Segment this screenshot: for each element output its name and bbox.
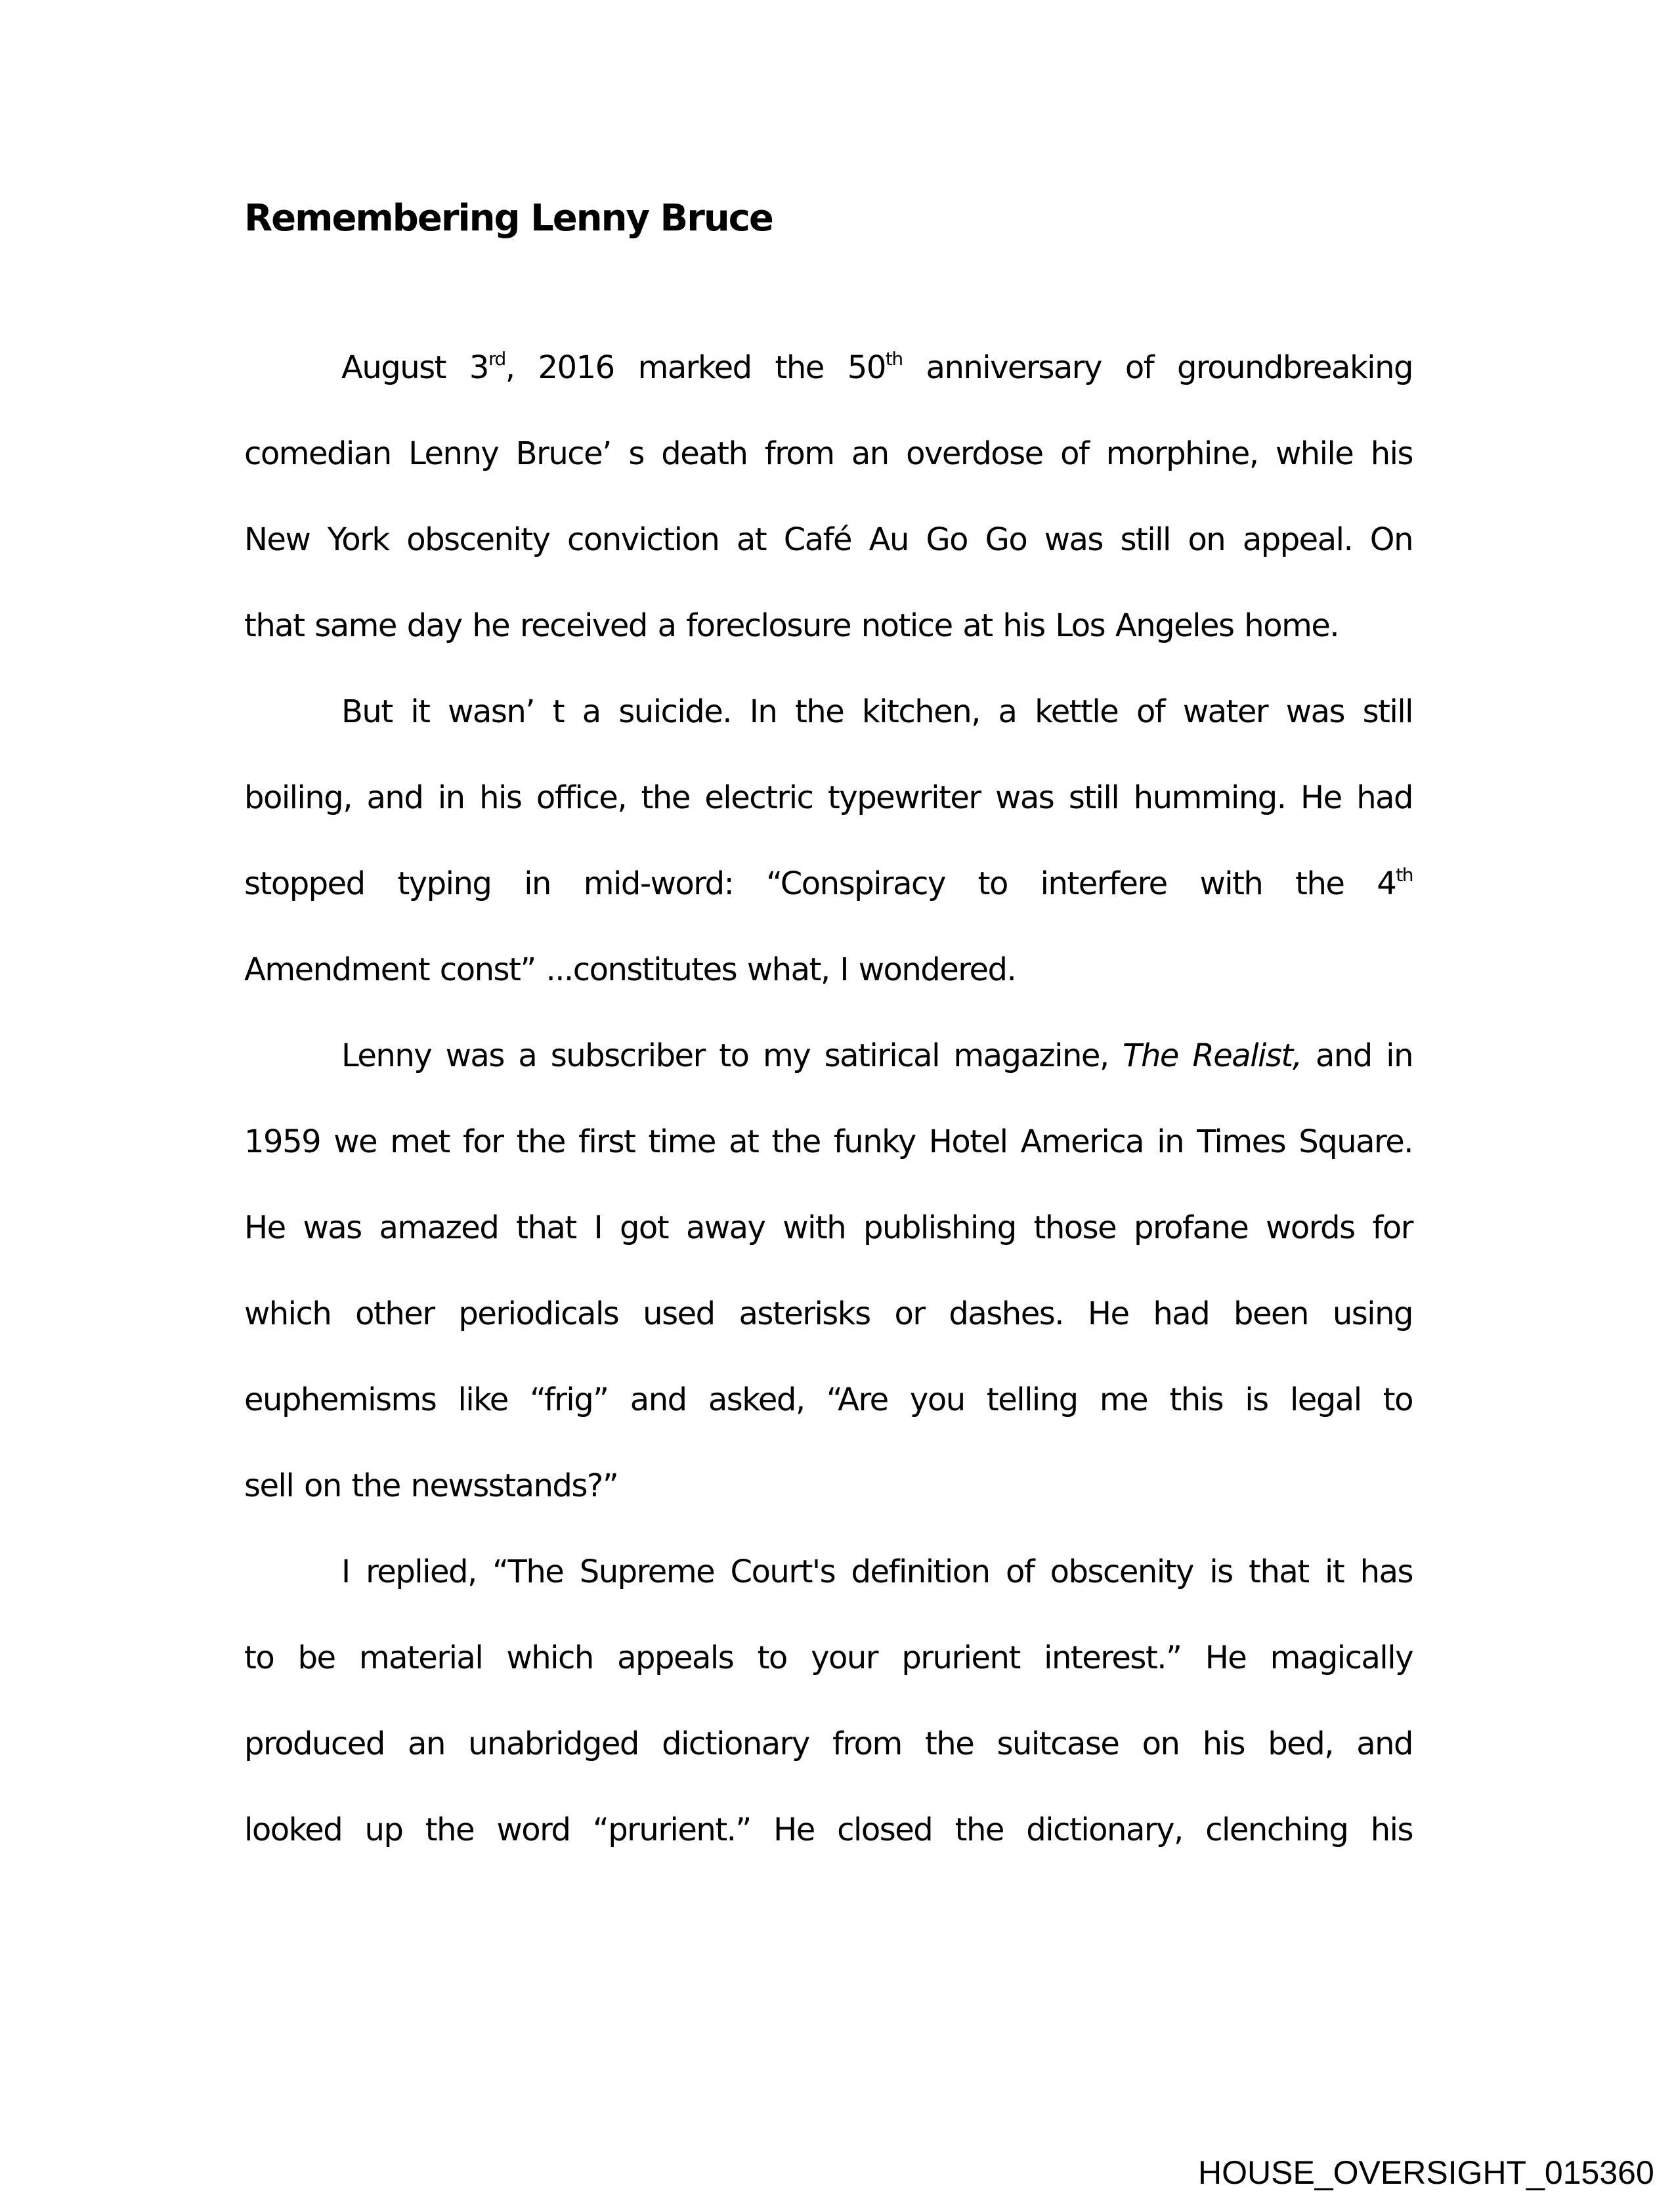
text-run: He was amazed that I got away with publishing those profane words for bbox=[244, 1209, 1413, 1246]
text-run: 1959 we met for the first time at the funky Hotel America in Times Square. bbox=[244, 1123, 1413, 1160]
superscript: rd bbox=[488, 348, 505, 370]
text-run: sell on the newsstands?” bbox=[244, 1467, 618, 1504]
text-line bbox=[244, 1622, 1413, 1708]
text-line bbox=[244, 1536, 1413, 1622]
text-line bbox=[244, 1020, 1413, 1106]
text-run: , 2016 marked the 50 bbox=[505, 349, 886, 386]
text-run: Amendment const” ...constitutes what, I wondered. bbox=[244, 951, 1016, 988]
text-run: which other periodicals used asterisks or dashes. He had been using bbox=[244, 1295, 1413, 1332]
text-run: looked up the word “prurient.” He closed the dictionary, clenching his bbox=[244, 1811, 1413, 1848]
text-run: But it wasn’ t a suicide. In the kitchen, a kettle of water was still bbox=[341, 693, 1413, 730]
text-run: August 3 bbox=[341, 349, 488, 386]
text-line bbox=[244, 934, 1413, 1020]
text-run: New York obscenity conviction at Café Au Go Go was still on appeal. On bbox=[244, 521, 1413, 558]
superscript: th bbox=[1396, 864, 1413, 886]
text-line bbox=[244, 848, 1413, 934]
text-run: and in bbox=[1301, 1037, 1413, 1074]
text-run: that same day he received a foreclosure notice at his Los Angeles home. bbox=[244, 607, 1339, 644]
text-line bbox=[244, 1794, 1413, 1880]
text-run: euphemisms like “frig” and asked, “Are you telling me this is legal to bbox=[244, 1381, 1413, 1418]
text-run: comedian Lenny Bruce’ s death from an overdose of morphine, while his bbox=[244, 435, 1413, 472]
text-line bbox=[244, 1708, 1413, 1794]
text-line bbox=[244, 1450, 1413, 1536]
text-run: Lenny was a subscriber to my satirical magazine, bbox=[341, 1037, 1123, 1074]
document-body bbox=[244, 332, 1413, 1880]
text-line bbox=[244, 590, 1413, 676]
bates-number: HOUSE_OVERSIGHT_015360 bbox=[1198, 2154, 1654, 2191]
text-run: I replied, “The Supreme Court's definition of obscenity is that it has bbox=[341, 1553, 1413, 1590]
superscript: th bbox=[885, 348, 903, 370]
document-title: Remembering Lenny Bruce bbox=[244, 197, 773, 240]
text-line bbox=[244, 332, 1413, 418]
text-line bbox=[244, 1106, 1413, 1192]
text-line bbox=[244, 1278, 1413, 1364]
text-line bbox=[244, 418, 1413, 504]
text-line bbox=[244, 1192, 1413, 1278]
text-run: stopped typing in mid-word: “Conspiracy to interfere with the 4 bbox=[244, 865, 1396, 902]
text-line bbox=[244, 1364, 1413, 1450]
text-run: to be material which appeals to your prurient interest.” He magically bbox=[244, 1639, 1413, 1676]
text-line bbox=[244, 504, 1413, 590]
text-run: produced an unabridged dictionary from the suitcase on his bed, and bbox=[244, 1725, 1413, 1762]
text-line bbox=[244, 762, 1413, 848]
italic-title: The Realist, bbox=[1123, 1037, 1302, 1074]
text-run: boiling, and in his office, the electric typewriter was still humming. He had bbox=[244, 779, 1413, 816]
text-line bbox=[244, 676, 1413, 762]
text-run: anniversary of groundbreaking bbox=[902, 349, 1413, 386]
